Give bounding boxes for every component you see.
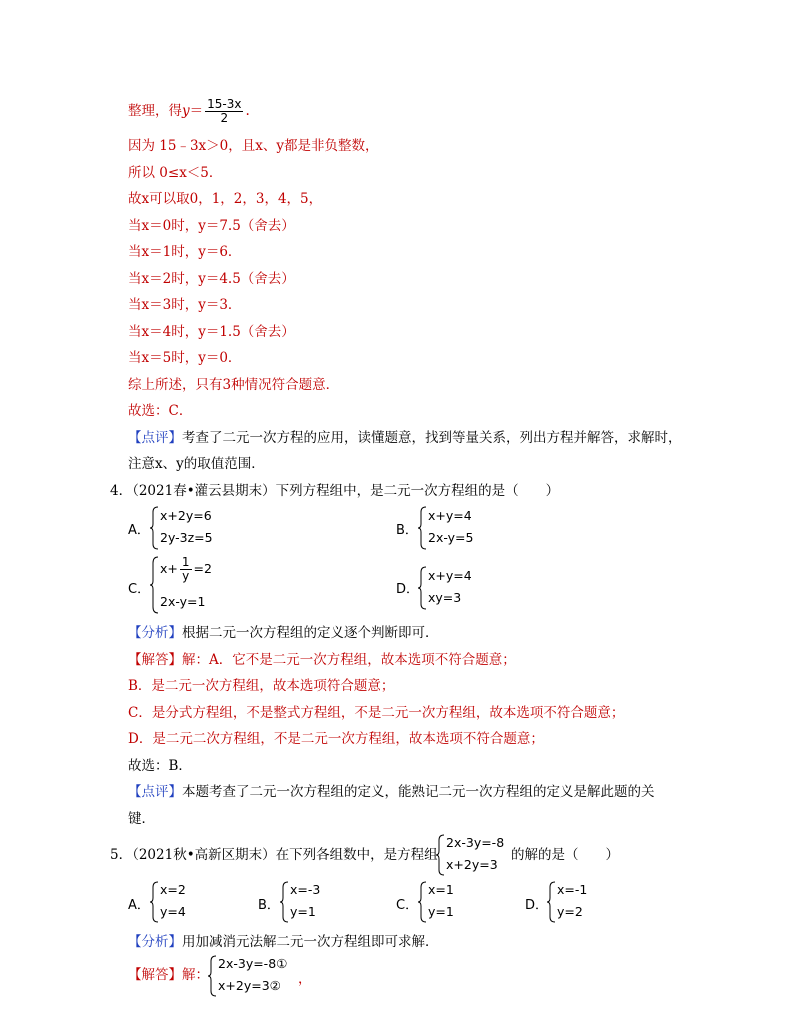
option-b-label: B． [396,523,418,538]
option-c-system [418,881,488,923]
option-a-label: A． [128,523,150,538]
q4-answer-line-4: D．是二元二次方程组，不是二元一次方程组，故本选项不符合题意； [128,731,544,747]
comment-text: 考查了二元一次方程的应用，读懂题意，找到等量关系，列出方程并解答，求解时， [182,430,682,446]
equation: x=-3 [290,882,321,897]
equation: x+2y=3 [446,857,498,872]
question-5-stem-end: 的解的是（ ） [511,847,619,863]
question-source: （2021春•灌云县期末） [132,483,276,499]
brace-icon [418,506,428,550]
fraction-numerator: 1 [181,555,190,569]
analysis-tag: 【分析】 [128,934,182,950]
answer-text: 解： [182,967,209,983]
equation-with-fraction [160,556,212,583]
option-d-label: D． [396,582,420,597]
q4-analysis [128,624,439,642]
question-4-stem [110,482,559,500]
analysis-tag: 【分析】 [128,625,182,641]
choice-line: 故选：C． [128,403,193,419]
answer-tag: 【解答】 [128,967,182,983]
var-y: y [182,103,190,119]
comment-line-2: 注意x、y的取值范围． [128,456,265,472]
brace-icon [150,506,160,550]
q4-comment-line-2: 键． [128,811,155,827]
case-line: 当x＝3时，y＝3． [128,297,242,313]
equation: xy=3 [428,590,462,605]
q4-choice: 故选：B． [128,758,192,774]
text: . [245,103,250,119]
question-number: 5． [110,847,133,863]
text: =2 [193,561,212,576]
fraction-numerator: 15-3x [207,97,242,111]
case-line: 当x＝4时，y＝1.5（舍去） [128,324,295,340]
option-b-system [280,881,350,923]
analysis-text: 用加减消元法解二元一次方程组即可求解． [182,934,439,950]
question-text: 在下列各组数中，是方程组 [275,847,438,863]
equation: 2x-y=5 [428,530,474,545]
case-line: 当x＝0时，y＝7.5（舍去） [128,218,295,234]
comment-tag: 【点评】 [128,784,182,800]
comment-line-1 [128,429,682,447]
equation: 2x-3y=-8 [446,835,505,850]
option-b-label: B． [258,898,280,913]
answer-text: 解：A．它不是二元一次方程组，故本选项不符合题意； [182,652,516,668]
case-line: 当x＝5时，y＝0． [128,350,242,366]
option-c-label: C． [396,898,419,913]
option-a-system [150,881,220,923]
solution-line-4: 故x可以取0，1，2，3，4，5， [128,191,323,207]
comment-text: 本题考查了二元一次方程组的定义，能熟记二元一次方程组的定义是解此题的关 [182,784,655,800]
q5-analysis [128,933,439,951]
option-b-system [418,506,528,550]
comment-tag: 【点评】 [128,430,182,446]
brace-icon [280,881,290,923]
question-5-stem [110,846,438,864]
q4-answer-line-2: B．是二元一次方程组，故本选项符合题意； [128,678,395,694]
solution-line-2: 因为 15﹣3x＞0，且x、y都是非负整数， [128,138,379,154]
question-text: 下列方程组中，是二元一次方程组的是（ ） [275,483,560,499]
equation: x+2y=6 [160,508,212,523]
option-c-label: C． [128,582,151,597]
equation: 2x-3y=-8① [218,956,288,971]
equation: y=4 [160,904,186,919]
equation: x+y=4 [428,568,472,583]
text: x+ [160,561,178,576]
case-line: 当x＝1时，y＝6． [128,244,242,260]
analysis-text: 根据二元一次方程组的定义逐个判断即可． [182,625,439,641]
question-source: （2021秋•高新区期末） [132,847,276,863]
fraction-denominator: 2 [220,111,229,125]
option-a-label: A． [128,898,150,913]
brace-icon [150,881,160,923]
option-d-system [547,881,617,923]
equation: x=1 [428,882,454,897]
equation: x=-1 [557,882,588,897]
brace-icon [418,881,428,923]
brace-icon [208,955,218,997]
summary-line: 综上所述，只有3种情况符合题意． [128,377,340,393]
q5-answer-start [128,966,209,984]
q4-comment-line-1 [128,783,655,801]
option-d-label: D． [525,898,549,913]
brace-icon [547,881,557,923]
option-a-system [150,506,260,550]
equation: y=1 [428,904,454,919]
question-number: 4． [110,483,133,499]
fraction [205,98,243,125]
equation: y=2 [557,904,583,919]
solution-line-3: 所以 0≤x＜5． [128,165,223,181]
equation: 2y-3z=5 [160,530,213,545]
brace-icon [418,566,428,610]
brace-icon [150,556,160,614]
q4-answer-line-3: C．是分式方程组，不是整式方程组，不是二元一次方程组，故本选项不符合题意； [128,705,625,721]
text: 整理，得 [128,103,182,119]
answer-tag: 【解答】 [128,652,182,668]
solution-line-1 [128,98,250,125]
fraction-denominator: y [182,569,190,583]
case-line: 当x＝2时，y＝4.5（舍去） [128,271,295,287]
option-d-system [418,566,528,610]
fraction [180,556,192,583]
equation: x=2 [160,882,186,897]
equation: 2x-y=1 [160,594,206,609]
equation: y=1 [290,904,316,919]
brace-icon [436,834,446,876]
equation: x+2y=3② [218,978,281,993]
q4-answer-line-1 [128,651,516,669]
equation: x+y=4 [428,508,472,523]
option-c-system [150,556,260,614]
answer-comma: ， [298,971,312,987]
text: ＝ [189,103,204,119]
